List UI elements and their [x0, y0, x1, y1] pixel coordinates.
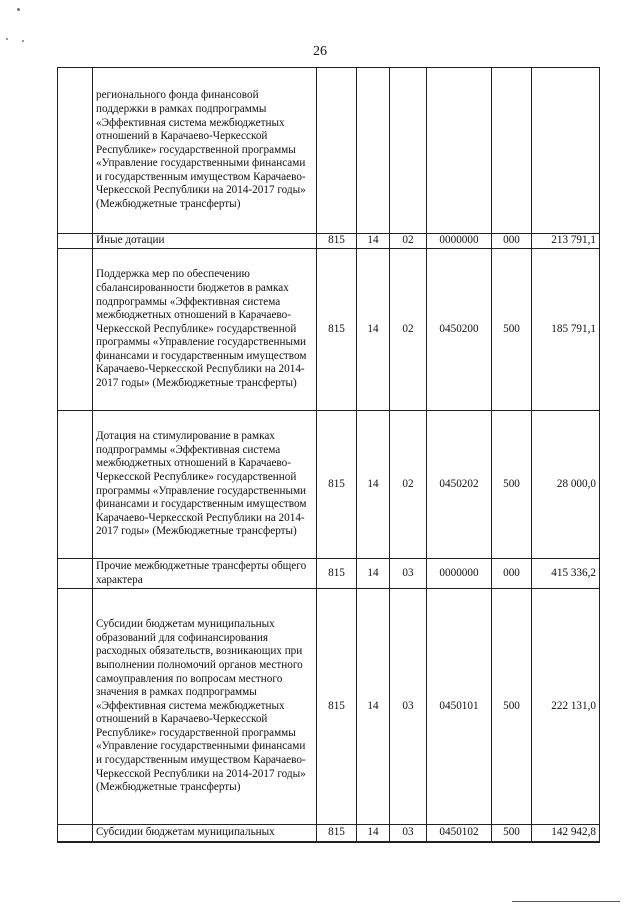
ministry-code: 815 — [317, 411, 357, 559]
table-row — [58, 825, 600, 842]
budget-table — [57, 67, 600, 843]
section-code: 14 — [357, 825, 390, 842]
table-row — [58, 559, 600, 589]
ministry-code: 815 — [317, 249, 357, 411]
row-index-cell — [58, 411, 93, 559]
amount: 28 000,0 — [532, 411, 600, 559]
row-index-cell — [58, 589, 93, 825]
subsection-code: 03 — [390, 559, 427, 589]
page-number: 26 — [313, 44, 327, 59]
subsection-code: 03 — [390, 825, 427, 842]
target-article-code: 0450102 — [427, 825, 492, 842]
expense-type-code: 500 — [492, 825, 532, 842]
amount: 213 791,1 — [532, 234, 600, 249]
section-code: 14 — [357, 249, 390, 411]
row-name: Прочие межбюджетные трансферты общего характера — [93, 559, 317, 589]
amount: 222 131,0 — [532, 589, 600, 825]
footer-rule — [512, 901, 620, 902]
scan-speck — [17, 8, 20, 11]
subsection-code: 03 — [390, 589, 427, 825]
ministry-code: 815 — [317, 825, 357, 842]
table-row — [58, 68, 600, 234]
row-name: Дотация на стимулирование в рамках подпрограммы «Эффективная система межбюджетных отношений в Карачаево-Черкесской Республике» государственной программы «Управление государственными финансами и государственным имуществом Карачаево-Черкесской Республики на 2014-2017 годы» (Межбюджетные трансферты) — [93, 411, 317, 559]
target-article-code: 0000000 — [427, 559, 492, 589]
scan-speck — [22, 40, 24, 42]
row-index-cell — [58, 249, 93, 411]
expense-type-code: 500 — [492, 249, 532, 411]
row-index-cell — [58, 68, 93, 234]
ministry-code — [317, 68, 357, 234]
section-code: 14 — [357, 234, 390, 249]
target-article-code: 0450202 — [427, 411, 492, 559]
section-code — [357, 68, 390, 234]
row-name: Субсидии бюджетам муниципальных образований для софинансирования расходных обязательств, возникающих при выполнении полномочий органов местного самоуправления по вопросам местного значения в рамках подпрограммы «Эффективная система межбюджетных отношений в Карачаево-Черкесской Республике» государственной программы «Управление государственными финансами и государственным имуществом Карачаево-Черкесской Республики на 2014-2017 годы» (Межбюджетные трансферты) — [93, 589, 317, 825]
section-code: 14 — [357, 411, 390, 559]
table-row — [58, 249, 600, 411]
ministry-code: 815 — [317, 589, 357, 825]
expense-type-code — [492, 68, 532, 234]
amount: 185 791,1 — [532, 249, 600, 411]
table-row — [58, 234, 600, 249]
target-article-code: 0450101 — [427, 589, 492, 825]
row-name: Иные дотации — [93, 234, 317, 249]
amount: 142 942,8 — [532, 825, 600, 842]
target-article-code: 0000000 — [427, 234, 492, 249]
subsection-code: 02 — [390, 249, 427, 411]
table-row — [58, 411, 600, 559]
table-body — [58, 68, 600, 842]
expense-type-code: 000 — [492, 559, 532, 589]
row-index-cell — [58, 825, 93, 842]
expense-type-code: 000 — [492, 234, 532, 249]
expense-type-code: 500 — [492, 589, 532, 825]
row-name: регионального фонда финансовой поддержки в рамках подпрограммы «Эффективная система межбюджетных отношений в Карачаево-Черкесской Республике» государственной программы «Управление государственными финансами и государственным имуществом Карачаево-Черкесской Республики на 2014-2017 годы» (Межбюджетные трансферты) — [93, 68, 317, 234]
row-name: Субсидии бюджетам муниципальных — [93, 825, 317, 842]
row-name: Поддержка мер по обеспечению сбалансированности бюджетов в рамках подпрограммы «Эффективная система межбюджетных отношений в Карачаево-Черкесской Республике» государственной программы «Управление государственными финансами и государственным имуществом Карачаево-Черкесской Республики на 2014-2017 годы» (Межбюджетные трансферты) — [93, 249, 317, 411]
amount: 415 336,2 — [532, 559, 600, 589]
scan-speck — [6, 38, 8, 40]
target-article-code: 0450200 — [427, 249, 492, 411]
amount — [532, 68, 600, 234]
subsection-code — [390, 68, 427, 234]
section-code: 14 — [357, 589, 390, 825]
ministry-code: 815 — [317, 559, 357, 589]
subsection-code: 02 — [390, 411, 427, 559]
section-code: 14 — [357, 559, 390, 589]
row-index-cell — [58, 559, 93, 589]
row-index-cell — [58, 234, 93, 249]
subsection-code: 02 — [390, 234, 427, 249]
expense-type-code: 500 — [492, 411, 532, 559]
target-article-code — [427, 68, 492, 234]
ministry-code: 815 — [317, 234, 357, 249]
table-row — [58, 589, 600, 825]
